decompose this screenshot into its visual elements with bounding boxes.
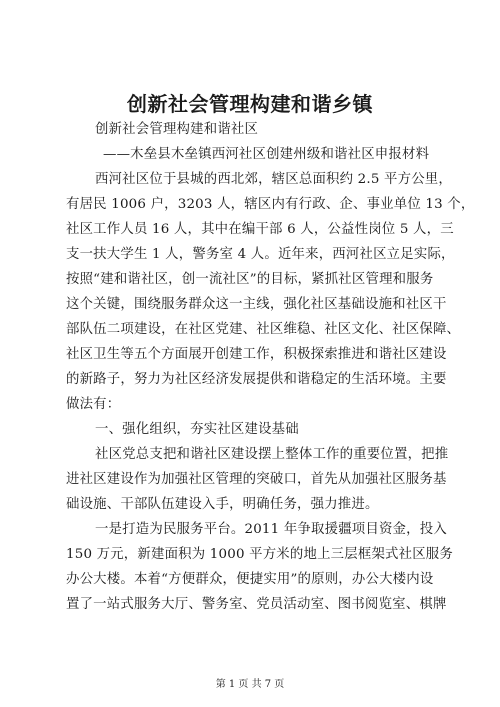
- subtitle-source: ——木垒县木垒镇西河社区创建州级和谐社区申报材料: [103, 147, 430, 162]
- paragraph-line: 西河社区位于县城的西北郊，辖区总面积约 2.5 平方公里，: [95, 172, 452, 187]
- paragraph-line: 置了一站式服务大厅、警务室、党员活动室、图书阅览室、棋牌: [66, 597, 447, 612]
- paragraph-line: 进社区建设作为加强社区管理的突破口，首先从加强社区服务基: [66, 472, 447, 487]
- paragraph-line: 有居民 1006 户，3203 人，辖区内有行政、企、事业单位 13 个，: [66, 197, 475, 212]
- paragraph-line: 按照“建和谐社区，创一流社区”的目标，紧抓社区管理和服务: [66, 272, 434, 287]
- paragraph-line: 一是打造为民服务平台。2011 年争取援疆项目资金，投入: [95, 522, 447, 537]
- paragraph-line: 这个关键，围绕服务群众这一主线，强化社区基础设施和社区干: [66, 297, 447, 312]
- paragraph-line: 社区党总支把和谐社区建设摆上整体工作的重要位置，把推: [95, 447, 449, 462]
- document-title: 创新社会管理构建和谐乡镇: [127, 92, 373, 116]
- subtitle-line: 创新社会管理构建和谐社区: [95, 122, 259, 137]
- section-heading: 一、强化组织，夯实社区建设基础: [95, 422, 299, 437]
- paragraph-line: 150 万元，新建面积为 1000 平方米的地上三层框架式社区服务: [66, 547, 453, 562]
- paragraph-line: 支一扶大学生 1 人，警务室 4 人。近年来，西河社区立足实际，: [66, 247, 455, 262]
- paragraph-line: 础设施、干部队伍建设入手，明确任务，强力推进。: [66, 497, 379, 512]
- paragraph-line: 的新路子，努力为社区经济发展提供和谐稳定的生活环境。主要: [66, 372, 447, 387]
- paragraph-line: 做法有：: [66, 397, 121, 412]
- paragraph-line: 社区卫生等五个方面展开创建工作，积极探索推进和谐社区建设: [66, 347, 447, 362]
- paragraph-line: 办公大楼。本着“方便群众，便捷实用”的原则，办公大楼内设: [66, 572, 434, 587]
- page-footer: 第 1 页 共 7 页: [215, 679, 285, 690]
- paragraph-line: 部队伍二项建设，在社区党建、社区维稳、社区文化、社区保障、: [66, 322, 461, 337]
- paragraph-line: 社区工作人员 16 人，其中在编干部 6 人，公益性岗位 5 人，三: [66, 222, 454, 237]
